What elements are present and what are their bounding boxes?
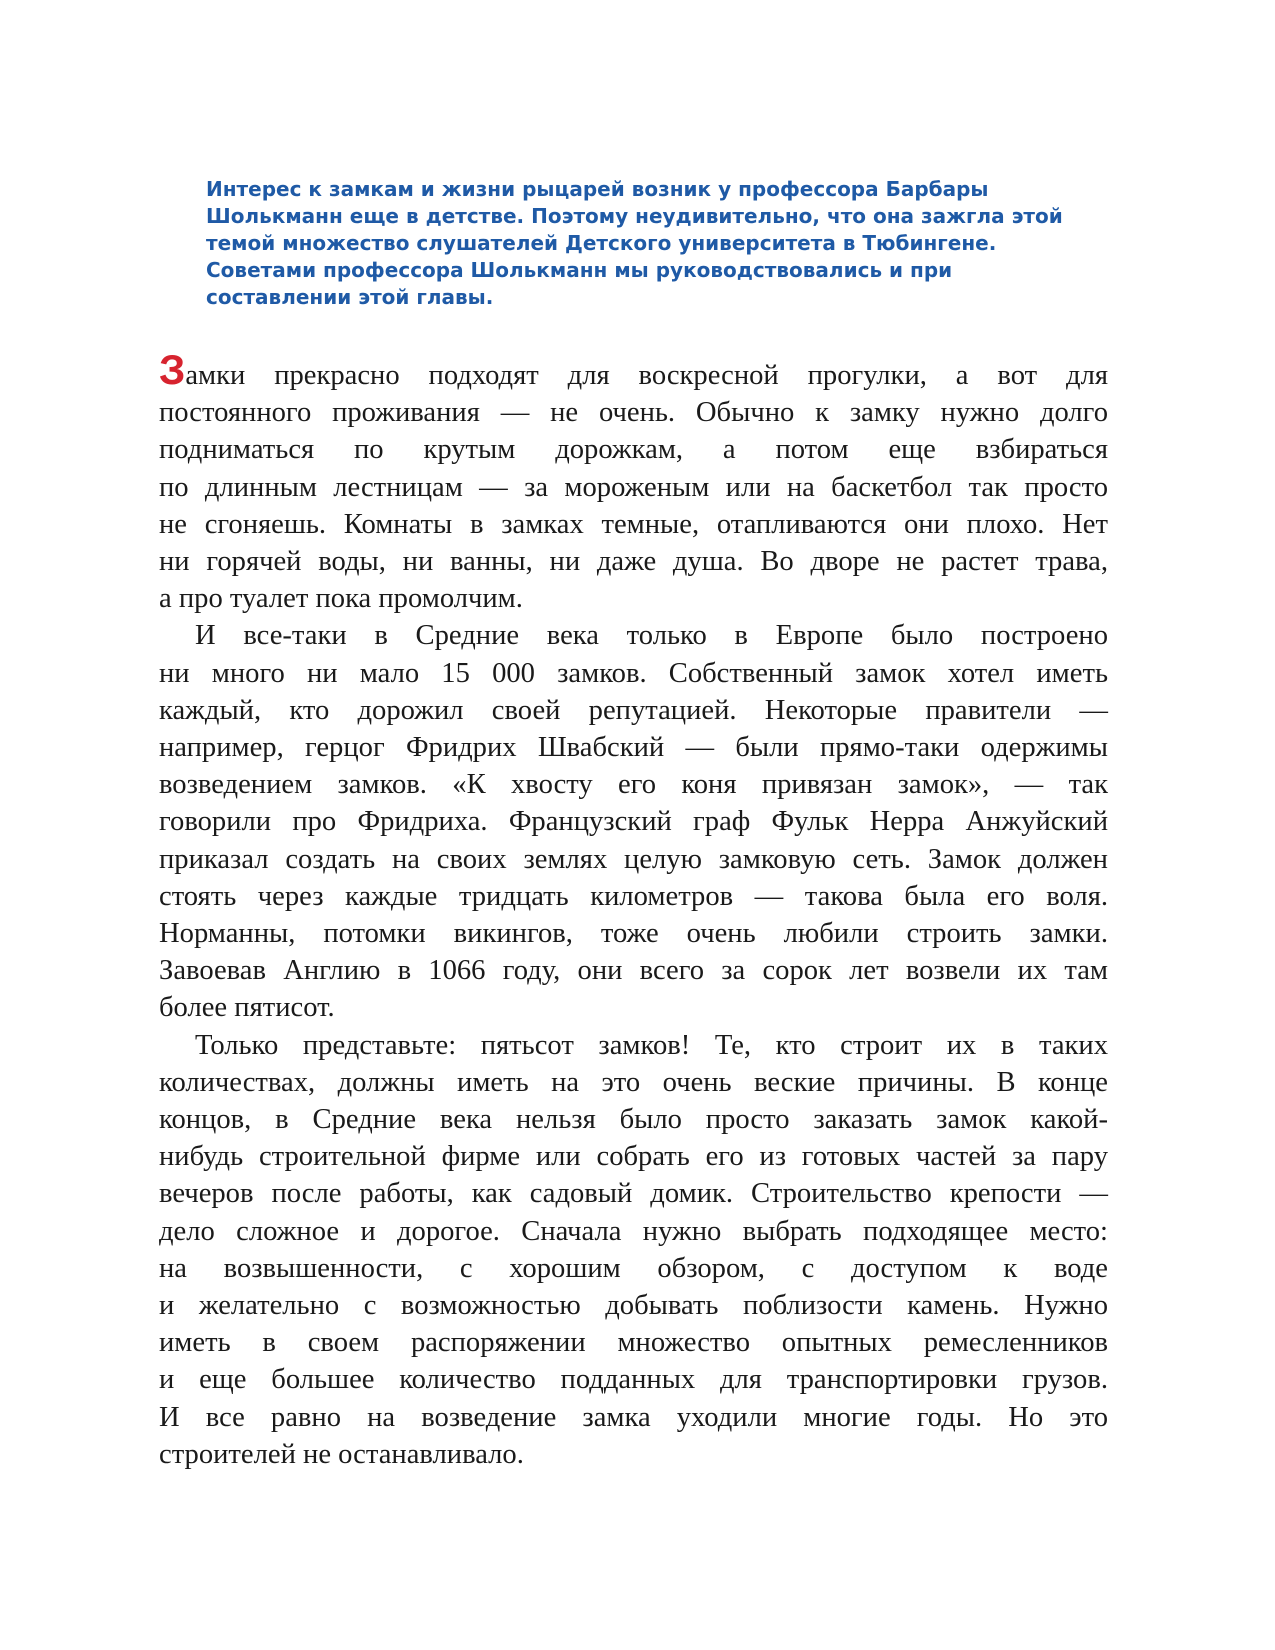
paragraph-2 bbox=[159, 617, 1108, 1026]
text-line: например, герцог Фридрих Швабский — были прямо-таки одержимы bbox=[159, 732, 1108, 764]
text-line: вечеров после работы, как садовый домик. Строительство крепости — bbox=[159, 1178, 1108, 1210]
text-line: Норманны, потомки викингов, тоже очень любили строить замки. bbox=[159, 918, 1108, 950]
text-line: нибудь строительной фирме или собрать его из готовых частей за пару bbox=[159, 1141, 1108, 1173]
text-line: Только представьте: пятьсот замков! Те, кто строит их в таких bbox=[195, 1029, 1108, 1061]
text-line: стоять через каждые тридцать километров — такова была его воля. bbox=[159, 880, 1108, 912]
text-line: на возвышенности, с хорошим обзором, с доступом к воде bbox=[159, 1252, 1108, 1284]
text-line: и еще большее количество подданных для транспортировки грузов. bbox=[159, 1364, 1108, 1396]
text-line: ни горячей воды, ни ванны, ни даже душа. Во дворе не растет трава, bbox=[159, 546, 1108, 578]
text-line: более пятисот. bbox=[159, 992, 335, 1024]
text-line: постоянного проживания — не очень. Обычно к замку нужно долго bbox=[159, 397, 1108, 429]
intro-line: составлении этой главы. bbox=[206, 285, 494, 309]
text-line: Завоевав Англию в 1066 году, они всего за сорок лет возвели их там bbox=[159, 955, 1108, 987]
intro-line: Интерес к замкам и жизни рыцарей возник у профессора Барбары bbox=[206, 177, 989, 201]
text-line: И все-таки в Средние века только в Европе было построено bbox=[195, 620, 1108, 652]
text-line: подниматься по крутым дорожкам, а потом еще взбираться bbox=[159, 434, 1108, 466]
text-line bbox=[159, 346, 1108, 394]
paragraph-1 bbox=[159, 346, 1108, 617]
drop-cap: З bbox=[159, 346, 186, 393]
text-line: каждый, кто дорожил своей репутацией. Некоторые правители — bbox=[159, 694, 1108, 726]
text-line: И все равно на возведение замка уходили многие годы. Но это bbox=[159, 1401, 1108, 1433]
article-body bbox=[159, 346, 1108, 1473]
text-line: концов, в Средние века нельзя было просто заказать замок какой- bbox=[159, 1104, 1108, 1136]
text-line: не сгоняешь. Комнаты в замках темные, отапливаются они плохо. Нет bbox=[159, 508, 1108, 540]
text-line: возведением замков. «К хвосту его коня привязан замок», — так bbox=[159, 769, 1108, 801]
text-line: приказал создать на своих землях целую замковую сеть. Замок должен bbox=[159, 843, 1108, 875]
intro-line: Шолькманн еще в детстве. Поэтому неудивительно, что она зажгла этой bbox=[206, 204, 1063, 228]
paragraph-3 bbox=[159, 1027, 1108, 1473]
text-line: а про туалет пока промолчим. bbox=[159, 583, 523, 615]
intro-block bbox=[206, 176, 1106, 311]
text-line: говорили про Фридриха. Французский граф Фульк Нерра Анжуйский bbox=[159, 806, 1108, 838]
intro-line: Советами профессора Шолькманн мы руководствовались и при bbox=[206, 258, 953, 282]
text-line: и желательно с возможностью добывать поблизости камень. Нужно bbox=[159, 1290, 1108, 1322]
text-line: иметь в своем распоряжении множество опытных ремесленников bbox=[159, 1327, 1108, 1359]
intro-line: темой множество слушателей Детского университета в Тюбингене. bbox=[206, 231, 997, 255]
text-line: по длинным лестницам — за мороженым или на баскетбол так просто bbox=[159, 471, 1108, 503]
text-line-content: амки прекрасно подходят для воскресной прогулки, а вот для bbox=[185, 360, 1108, 391]
text-line: ни много ни мало 15 000 замков. Собственный замок хотел иметь bbox=[159, 657, 1108, 689]
text-line: количествах, должны иметь на это очень веские причины. В конце bbox=[159, 1066, 1108, 1098]
text-line: дело сложное и дорогое. Сначала нужно выбрать подходящее место: bbox=[159, 1215, 1108, 1247]
text-line: строителей не останавливало. bbox=[159, 1438, 524, 1470]
